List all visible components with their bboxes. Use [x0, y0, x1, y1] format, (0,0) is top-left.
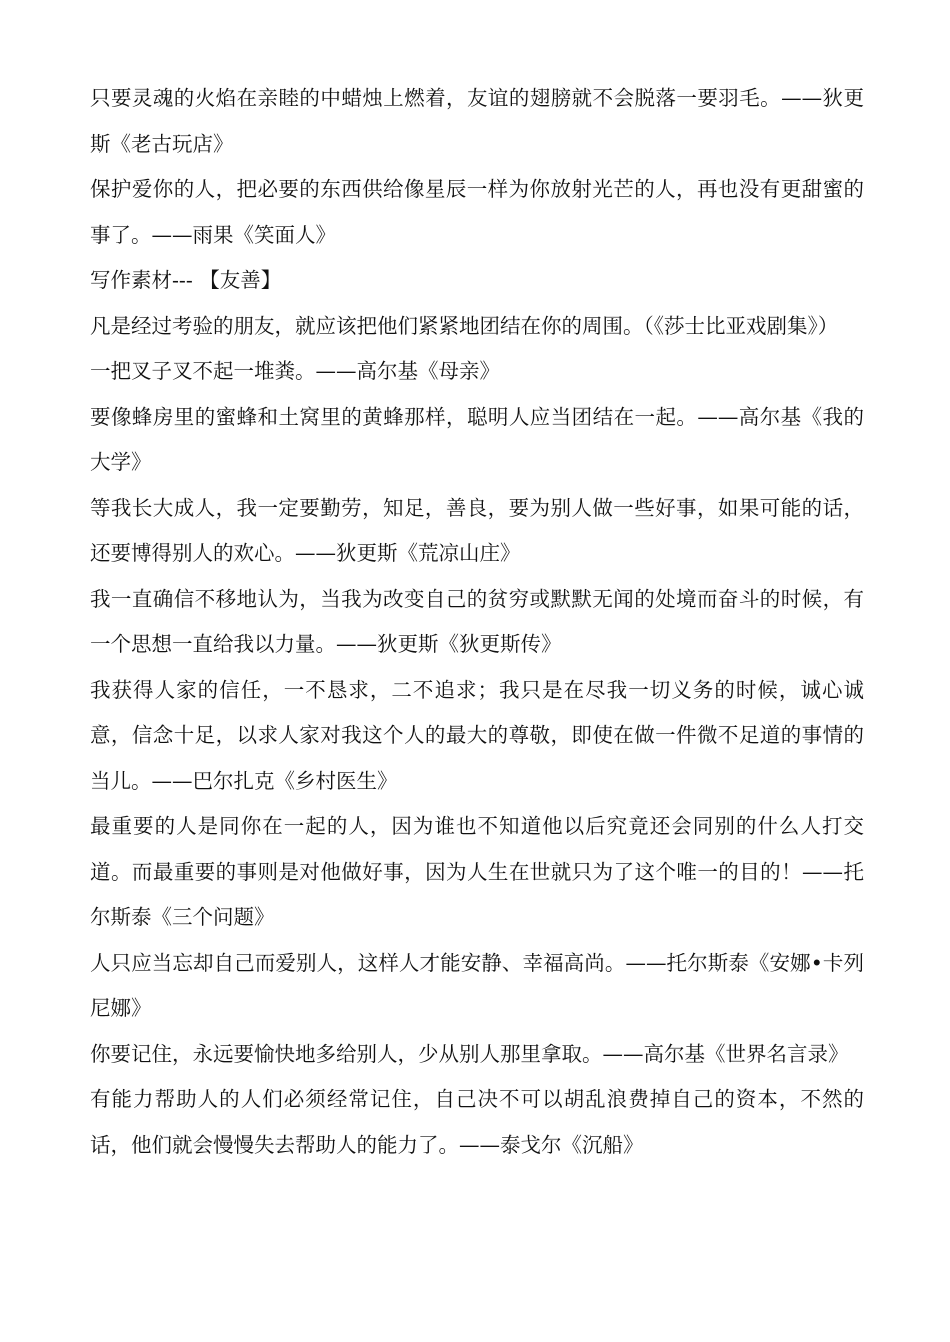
- quote-paragraph: 我一直确信不移地认为，当我为改变自己的贫穷或默默无闻的处境而奋斗的时候，有一个思想一直给我以力量。——狄更斯《狄更斯传》: [90, 586, 864, 656]
- quote-paragraph: 要像蜂房里的蜜蜂和土窝里的黄蜂那样，聪明人应当团结在一起。——高尔基《我的大学》: [90, 404, 864, 474]
- section-heading: 写作素材--- 【友善】: [90, 268, 282, 292]
- quote-paragraph: 我获得人家的信任，一不恳求，二不追求；我只是在尽我一切义务的时候，诚心诚意，信念十足，以求人家对我这个人的最大的尊敬，即使在做一件微不足道的事情的当儿。——巴尔扎克《乡村医生》: [90, 677, 864, 793]
- quote-paragraph: 最重要的人是同你在一起的人，因为谁也不知道他以后究竟还会同别的什么人打交道。而最重要的事则是对他做好事，因为人生在世就只为了这个唯一的目的！——托尔斯泰《三个问题》: [90, 814, 864, 929]
- quote-paragraph: 只要灵魂的火焰在亲睦的中蜡烛上燃着，友谊的翅膀就不会脱落一要羽毛。——狄更斯《老古玩店》: [90, 86, 864, 156]
- quote-paragraph: 人只应当忘却自己而爱别人，这样人才能安静、幸福高尚。——托尔斯泰《安娜•卡列尼娜》: [90, 950, 864, 1020]
- quote-paragraph: 等我长大成人，我一定要勤劳，知足，善良，要为别人做一些好事，如果可能的话，还要博得别人的欢心。——狄更斯《荒凉山庄》: [90, 495, 864, 565]
- quote-paragraph: 一把叉子叉不起一堆粪。——高尔基《母亲》: [90, 359, 500, 383]
- quote-paragraph: 保护爱你的人，把必要的东西供给像星辰一样为你放射光芒的人，再也没有更甜蜜的事了。——雨果《笑面人》: [90, 177, 864, 247]
- quote-paragraph: 凡是经过考验的朋友，就应该把他们紧紧地团结在你的周围。（《莎士比亚戏剧集》）: [90, 313, 839, 338]
- document-body: [90, 76, 864, 1168]
- quote-paragraph: 你要记住，永远要愉快地多给别人，少从别人那里拿取。——高尔基《世界名言录》: [90, 1041, 849, 1066]
- quote-paragraph: 有能力帮助人的人们必须经常记住，自己决不可以胡乱浪费掉自己的资本，不然的话，他们就会慢慢失去帮助人的能力了。——泰戈尔《沉船》: [90, 1087, 864, 1157]
